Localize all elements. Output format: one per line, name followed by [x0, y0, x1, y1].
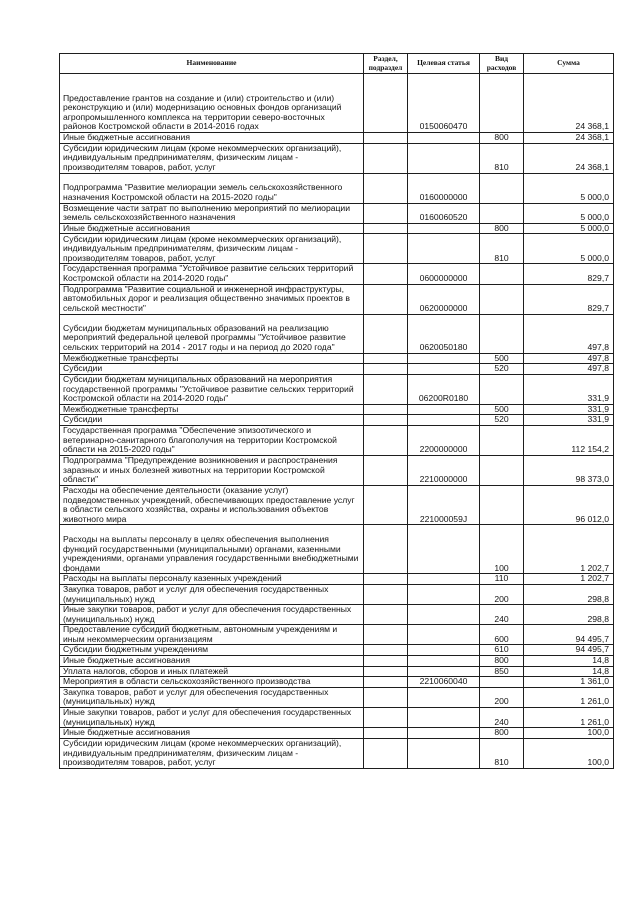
cell-name: Субсидии юридическим лицам (кроме некоммерческих организаций), индивидуальным предпринимателям, физическим лицам - производителям товаров, работ, услуг [60, 738, 364, 768]
cell-section [364, 374, 408, 404]
cell-target [408, 666, 480, 677]
cell-section [364, 364, 408, 375]
cell-name: Мероприятия в области сельскохозяйственного производства [60, 677, 364, 688]
table-row [60, 415, 614, 426]
cell-type: 810 [480, 738, 524, 768]
cell-target [408, 143, 480, 173]
table-row [60, 74, 614, 133]
cell-type: 500 [480, 404, 524, 415]
cell-target [408, 223, 480, 234]
table-row [60, 284, 614, 314]
cell-section [364, 415, 408, 426]
cell-type [480, 485, 524, 524]
cell-sum: 497,8 [524, 353, 614, 364]
cell-section [364, 203, 408, 223]
cell-target [408, 738, 480, 768]
table-row [60, 223, 614, 234]
cell-target: 0150060470 [408, 74, 480, 133]
cell-target [408, 353, 480, 364]
cell-name: Предоставление субсидий бюджетным, автономным учреждениям и иным некоммерческим организациям [60, 625, 364, 645]
cell-type: 800 [480, 728, 524, 739]
cell-section [364, 525, 408, 574]
cell-sum: 14,8 [524, 656, 614, 667]
cell-target: 221000059J [408, 485, 480, 524]
header-row [60, 54, 614, 74]
cell-name: Иные бюджетные ассигнования [60, 223, 364, 234]
table-body [60, 74, 614, 769]
cell-type: 800 [480, 133, 524, 144]
table-row [60, 656, 614, 667]
table-row [60, 485, 614, 524]
cell-name: Подпрограмма "Предупреждение возникновения и распространения заразных и иных болезней животных на территории Костромской области" [60, 455, 364, 485]
header-section: Раздел, подраздел [364, 54, 408, 74]
table-row [60, 203, 614, 223]
cell-target [408, 708, 480, 728]
table-row [60, 677, 614, 688]
header-type: Вид расходов [480, 54, 524, 74]
cell-name: Межбюджетные трансферты [60, 353, 364, 364]
cell-name: Иные закупки товаров, работ и услуг для обеспечения государственных (муниципальных) нужд [60, 605, 364, 625]
cell-type: 200 [480, 687, 524, 707]
cell-type: 110 [480, 574, 524, 585]
table-row [60, 605, 614, 625]
cell-target [408, 574, 480, 585]
cell-type [480, 314, 524, 353]
header-sum: Сумма [524, 54, 614, 74]
table-row [60, 687, 614, 707]
cell-target [408, 415, 480, 426]
cell-section [364, 645, 408, 656]
cell-sum: 24 368,1 [524, 133, 614, 144]
cell-target: 0620000000 [408, 284, 480, 314]
cell-type [480, 203, 524, 223]
cell-sum: 1 261,0 [524, 687, 614, 707]
table-row [60, 353, 614, 364]
cell-type [480, 677, 524, 688]
cell-target [408, 687, 480, 707]
cell-sum: 829,7 [524, 264, 614, 284]
cell-target: 0160000000 [408, 173, 480, 203]
cell-name: Субсидии [60, 415, 364, 426]
budget-document [59, 53, 613, 769]
table-row [60, 584, 614, 604]
cell-section [364, 625, 408, 645]
cell-target [408, 645, 480, 656]
cell-sum: 100,0 [524, 728, 614, 739]
cell-type: 520 [480, 364, 524, 375]
table-row [60, 143, 614, 173]
cell-target [408, 584, 480, 604]
table-row [60, 364, 614, 375]
table-row [60, 728, 614, 739]
cell-section [364, 284, 408, 314]
cell-section [364, 728, 408, 739]
cell-section [364, 584, 408, 604]
table-row [60, 133, 614, 144]
budget-table [59, 53, 614, 769]
cell-name: Субсидии [60, 364, 364, 375]
cell-name: Иные бюджетные ассигнования [60, 656, 364, 667]
cell-name: Подпрограмма "Развитие социальной и инженерной инфраструктуры, автомобильных дорог и реализация общественно значимых проектов в сельской местности" [60, 284, 364, 314]
cell-name: Иные закупки товаров, работ и услуг для обеспечения государственных (муниципальных) нужд [60, 708, 364, 728]
cell-section [364, 455, 408, 485]
cell-section [364, 738, 408, 768]
cell-section [364, 666, 408, 677]
cell-section [364, 173, 408, 203]
table-row [60, 264, 614, 284]
header-target: Целевая статья [408, 54, 480, 74]
cell-type: 810 [480, 234, 524, 264]
cell-target: 0160060520 [408, 203, 480, 223]
table-row [60, 645, 614, 656]
cell-name: Расходы на обеспечение деятельности (оказание услуг) подведомственных учреждений, обеспечивающих предоставление услуг в области сельского хозяйства, охраны и использования объектов животного мира [60, 485, 364, 524]
cell-target [408, 525, 480, 574]
table-row [60, 574, 614, 585]
cell-sum: 1 361,0 [524, 677, 614, 688]
cell-sum: 298,8 [524, 605, 614, 625]
cell-name: Субсидии бюджетам муниципальных образований на реализацию мероприятий федеральной целевой программы "Устойчивое развитие сельских территорий на 2014 - 2017 годы и на период до 2020 года" [60, 314, 364, 353]
cell-target [408, 404, 480, 415]
cell-name: Субсидии бюджетам муниципальных образований на мероприятия государственной программы "Устойчивое развитие сельских территорий Костромской области на 2014-2020 годы" [60, 374, 364, 404]
cell-sum: 14,8 [524, 666, 614, 677]
cell-sum: 96 012,0 [524, 485, 614, 524]
cell-sum: 1 261,0 [524, 708, 614, 728]
cell-sum: 1 202,7 [524, 525, 614, 574]
cell-section [364, 708, 408, 728]
cell-target: 2210060040 [408, 677, 480, 688]
cell-sum: 24 368,1 [524, 74, 614, 133]
cell-name: Государственная программа "Обеспечение эпизоотического и ветеринарно-санитарного благополучия на территории Костромской области на 2015-2020 годы" [60, 425, 364, 455]
cell-sum: 112 154,2 [524, 425, 614, 455]
cell-type: 240 [480, 605, 524, 625]
table-row [60, 425, 614, 455]
cell-target: 2210000000 [408, 455, 480, 485]
cell-section [364, 605, 408, 625]
cell-type [480, 74, 524, 133]
cell-sum: 98 373,0 [524, 455, 614, 485]
cell-name: Иные бюджетные ассигнования [60, 133, 364, 144]
cell-sum: 497,8 [524, 364, 614, 375]
cell-target [408, 364, 480, 375]
cell-sum: 497,8 [524, 314, 614, 353]
cell-target: 0620050180 [408, 314, 480, 353]
cell-name: Межбюджетные трансферты [60, 404, 364, 415]
cell-target: 06200R0180 [408, 374, 480, 404]
cell-type [480, 425, 524, 455]
cell-type [480, 284, 524, 314]
cell-target [408, 728, 480, 739]
cell-target [408, 625, 480, 645]
cell-section [364, 314, 408, 353]
cell-section [364, 74, 408, 133]
cell-sum: 331,9 [524, 374, 614, 404]
cell-section [364, 574, 408, 585]
cell-type: 850 [480, 666, 524, 677]
table-row [60, 525, 614, 574]
cell-section [364, 234, 408, 264]
cell-sum: 94 495,7 [524, 625, 614, 645]
cell-target [408, 656, 480, 667]
cell-name: Предоставление грантов на создание и (или) строительство и (или) реконструкцию и (или) модернизацию основных фондов организаций агропромышленного комплекса на территории северо-восточных районов Костромской области в 2014-2016 годах [60, 74, 364, 133]
cell-section [364, 687, 408, 707]
cell-section [364, 353, 408, 364]
cell-type [480, 173, 524, 203]
table-row [60, 708, 614, 728]
cell-sum: 331,9 [524, 404, 614, 415]
cell-type: 800 [480, 656, 524, 667]
cell-type: 500 [480, 353, 524, 364]
cell-type: 200 [480, 584, 524, 604]
cell-sum: 100,0 [524, 738, 614, 768]
cell-sum: 5 000,0 [524, 234, 614, 264]
header-name: Наименование [60, 54, 364, 74]
cell-sum: 829,7 [524, 284, 614, 314]
cell-name: Закупка товаров, работ и услуг для обеспечения государственных (муниципальных) нужд [60, 584, 364, 604]
cell-sum: 331,9 [524, 415, 614, 426]
cell-sum: 5 000,0 [524, 223, 614, 234]
cell-name: Расходы на выплаты персоналу в целях обеспечения выполнения функций государственными (муниципальными) органами, казенными учреждениями, органами управления государственными внебюджетными фондами [60, 525, 364, 574]
cell-name: Уплата налогов, сборов и иных платежей [60, 666, 364, 677]
cell-sum: 298,8 [524, 584, 614, 604]
cell-type: 100 [480, 525, 524, 574]
cell-sum: 5 000,0 [524, 203, 614, 223]
table-row [60, 455, 614, 485]
cell-section [364, 485, 408, 524]
cell-name: Расходы на выплаты персоналу казенных учреждений [60, 574, 364, 585]
table-row [60, 666, 614, 677]
cell-sum: 5 000,0 [524, 173, 614, 203]
table-row [60, 625, 614, 645]
cell-type: 520 [480, 415, 524, 426]
cell-sum: 24 368,1 [524, 143, 614, 173]
cell-target: 2200000000 [408, 425, 480, 455]
cell-name: Субсидии бюджетным учреждениям [60, 645, 364, 656]
cell-type: 240 [480, 708, 524, 728]
cell-name: Субсидии юридическим лицам (кроме некоммерческих организаций), индивидуальным предпринимателям, физическим лицам - производителям товаров, работ, услуг [60, 234, 364, 264]
table-row [60, 314, 614, 353]
cell-target: 0600000000 [408, 264, 480, 284]
cell-sum: 1 202,7 [524, 574, 614, 585]
cell-type [480, 374, 524, 404]
cell-name: Подпрограмма "Развитие мелиорации земель сельскохозяйственного назначения Костромской области на 2015-2020 годы" [60, 173, 364, 203]
cell-type [480, 264, 524, 284]
cell-type [480, 455, 524, 485]
cell-target [408, 234, 480, 264]
cell-name: Закупка товаров, работ и услуг для обеспечения государственных (муниципальных) нужд [60, 687, 364, 707]
table-row [60, 404, 614, 415]
cell-type: 800 [480, 223, 524, 234]
cell-target [408, 133, 480, 144]
cell-sum: 94 495,7 [524, 645, 614, 656]
cell-target [408, 605, 480, 625]
cell-type: 600 [480, 625, 524, 645]
table-row [60, 173, 614, 203]
cell-section [364, 264, 408, 284]
cell-section [364, 223, 408, 234]
cell-section [364, 133, 408, 144]
cell-name: Субсидии юридическим лицам (кроме некоммерческих организаций), индивидуальным предпринимателям, физическим лицам - производителям товаров, работ, услуг [60, 143, 364, 173]
cell-section [364, 677, 408, 688]
cell-section [364, 404, 408, 415]
cell-type: 810 [480, 143, 524, 173]
cell-section [364, 425, 408, 455]
cell-section [364, 143, 408, 173]
cell-type: 610 [480, 645, 524, 656]
cell-name: Возмещение части затрат по выполнению мероприятий по мелиорации земель сельскохозяйственного назначения [60, 203, 364, 223]
cell-section [364, 656, 408, 667]
table-row [60, 738, 614, 768]
table-row [60, 234, 614, 264]
cell-name: Государственная программа "Устойчивое развитие сельских территорий Костромской области на 2014-2020 годы" [60, 264, 364, 284]
table-row [60, 374, 614, 404]
cell-name: Иные бюджетные ассигнования [60, 728, 364, 739]
